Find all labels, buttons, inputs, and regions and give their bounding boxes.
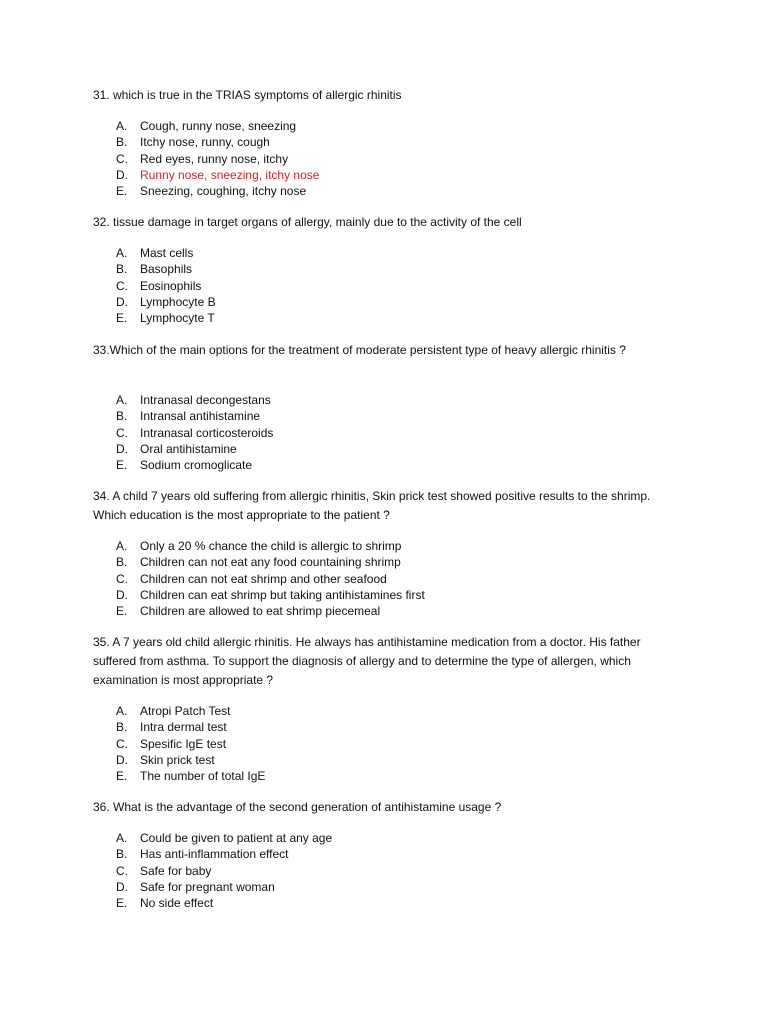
- option-text: Skin prick test: [140, 752, 215, 767]
- option-text: Lymphocyte B: [140, 294, 216, 309]
- option-letter: E.: [116, 184, 128, 199]
- option-c: [116, 736, 265, 752]
- option-a: [116, 538, 425, 554]
- option-text: Intra dermal test: [140, 720, 227, 735]
- option-letter: B.: [116, 135, 128, 150]
- option-text: Spesific IgE test: [140, 736, 227, 751]
- option-letter: B.: [116, 409, 128, 424]
- option-letter: C.: [116, 425, 128, 440]
- option-letter: D.: [116, 441, 128, 456]
- option-letter: B.: [116, 847, 128, 862]
- option-c: [116, 151, 319, 167]
- option-text: Only a 20 % chance the child is allergic to shrimp: [140, 539, 402, 553]
- option-b: [116, 408, 273, 424]
- option-letter: C.: [116, 278, 128, 293]
- option-a: [116, 830, 332, 846]
- option-list: [116, 392, 273, 473]
- option-letter: D.: [116, 167, 128, 182]
- option-b: [116, 719, 265, 735]
- option-list: [116, 245, 216, 326]
- option-e: [116, 895, 332, 911]
- option-text: Could be given to patient at any age: [140, 831, 333, 845]
- option-letter: E.: [116, 311, 128, 326]
- option-letter: C.: [116, 151, 128, 166]
- question-text: 34. A child 7 years old suffering from allergic rhinitis, Skin prick test showed positive results to the shrimp. Which education is the most appropriate to the patient ?: [93, 489, 651, 522]
- question-31: [93, 86, 673, 199]
- option-text: Intransal antihistamine: [140, 409, 261, 424]
- option-e: [116, 457, 273, 473]
- option-text: Lymphocyte T: [140, 311, 215, 326]
- option-text: Children can not eat shrimp and other seafood: [140, 571, 387, 586]
- option-list: [116, 118, 319, 199]
- option-c: [116, 278, 216, 294]
- question-32: [93, 213, 673, 326]
- option-e: [116, 768, 265, 784]
- question-text: 35. A 7 years old child allergic rhinitis. He always has antihistamine medication from a doctor. His father suffered from asthma. To support the diagnosis of allergy and to determine the type of allergen, which examination is most appropriate ?: [93, 635, 641, 687]
- option-d: [116, 294, 216, 310]
- option-list: [116, 703, 265, 784]
- option-c: [116, 863, 332, 879]
- option-text: No side effect: [140, 896, 214, 911]
- option-a: [116, 392, 273, 408]
- option-text: Children can eat shrimp but taking antihistamines first: [140, 587, 425, 602]
- option-letter: A.: [116, 704, 128, 718]
- option-text: Atropi Patch Test: [140, 704, 231, 718]
- question-text: 33.Which of the main options for the treatment of moderate persistent type of heavy allergic rhinitis ?: [93, 343, 626, 357]
- option-text: Itchy nose, runny, cough: [140, 135, 270, 150]
- option-text: Children are allowed to eat shrimp piecemeal: [140, 604, 381, 619]
- option-text: Sneezing, coughing, itchy nose: [140, 184, 307, 199]
- option-text: Basophils: [140, 262, 193, 277]
- question-34: [93, 487, 673, 619]
- option-text: Red eyes, runny nose, itchy: [140, 151, 289, 166]
- option-d: [116, 441, 273, 457]
- option-text: Intranasal corticosteroids: [140, 425, 274, 440]
- question-text: 32. tissue damage in target organs of allergy, mainly due to the activity of the cell: [93, 215, 522, 229]
- option-letter: D.: [116, 587, 128, 602]
- option-text: Safe for pregnant woman: [140, 879, 275, 894]
- option-b: [116, 846, 332, 862]
- option-letter: C.: [116, 736, 128, 751]
- option-letter: B.: [116, 262, 128, 277]
- option-list: [116, 538, 425, 619]
- question-text: 36. What is the advantage of the second generation of antihistamine usage ?: [93, 800, 502, 814]
- option-letter: A.: [116, 831, 128, 845]
- option-letter: B.: [116, 555, 128, 570]
- option-list: [116, 830, 332, 911]
- option-text: Oral antihistamine: [140, 441, 237, 456]
- option-e: [116, 310, 216, 326]
- option-letter: E.: [116, 896, 128, 911]
- option-letter: E.: [116, 769, 128, 784]
- option-letter: C.: [116, 571, 128, 586]
- option-a: [116, 118, 319, 134]
- option-d: [116, 167, 319, 183]
- option-e: [116, 603, 425, 619]
- option-letter: E.: [116, 458, 128, 473]
- option-letter: D.: [116, 294, 128, 309]
- option-letter: E.: [116, 604, 128, 619]
- question-35: [93, 633, 673, 784]
- option-text: Children can not eat any food countaining shrimp: [140, 555, 401, 570]
- option-letter: C.: [116, 863, 128, 878]
- option-d: [116, 752, 265, 768]
- option-b: [116, 261, 216, 277]
- option-a: [116, 703, 265, 719]
- option-b: [116, 554, 425, 570]
- option-text: Has anti-inflammation effect: [140, 847, 289, 862]
- option-text: Cough, runny nose, sneezing: [140, 119, 297, 133]
- question-text: 31. which is true in the TRIAS symptoms of allergic rhinitis: [93, 88, 402, 102]
- question-33: [93, 341, 673, 473]
- option-letter: D.: [116, 752, 128, 767]
- option-text: Intranasal decongestans: [140, 393, 271, 407]
- option-text: Sodium cromoglicate: [140, 458, 253, 473]
- option-text: Safe for baby: [140, 863, 212, 878]
- option-letter: A.: [116, 539, 128, 553]
- option-letter: D.: [116, 879, 128, 894]
- option-text: Mast cells: [140, 246, 194, 260]
- option-c: [116, 425, 273, 441]
- option-text: The number of total IgE: [140, 769, 266, 784]
- option-e: [116, 183, 319, 199]
- option-text: Eosinophils: [140, 278, 202, 293]
- option-letter: B.: [116, 720, 128, 735]
- option-b: [116, 134, 319, 150]
- option-letter: A.: [116, 246, 128, 260]
- option-letter: A.: [116, 393, 128, 407]
- question-36: [93, 798, 673, 911]
- option-c: [116, 571, 425, 587]
- option-d: [116, 587, 425, 603]
- option-a: [116, 245, 216, 261]
- option-d: [116, 879, 332, 895]
- option-text-highlighted: Runny nose, sneezing, itchy nose: [140, 167, 320, 182]
- option-letter: A.: [116, 119, 128, 133]
